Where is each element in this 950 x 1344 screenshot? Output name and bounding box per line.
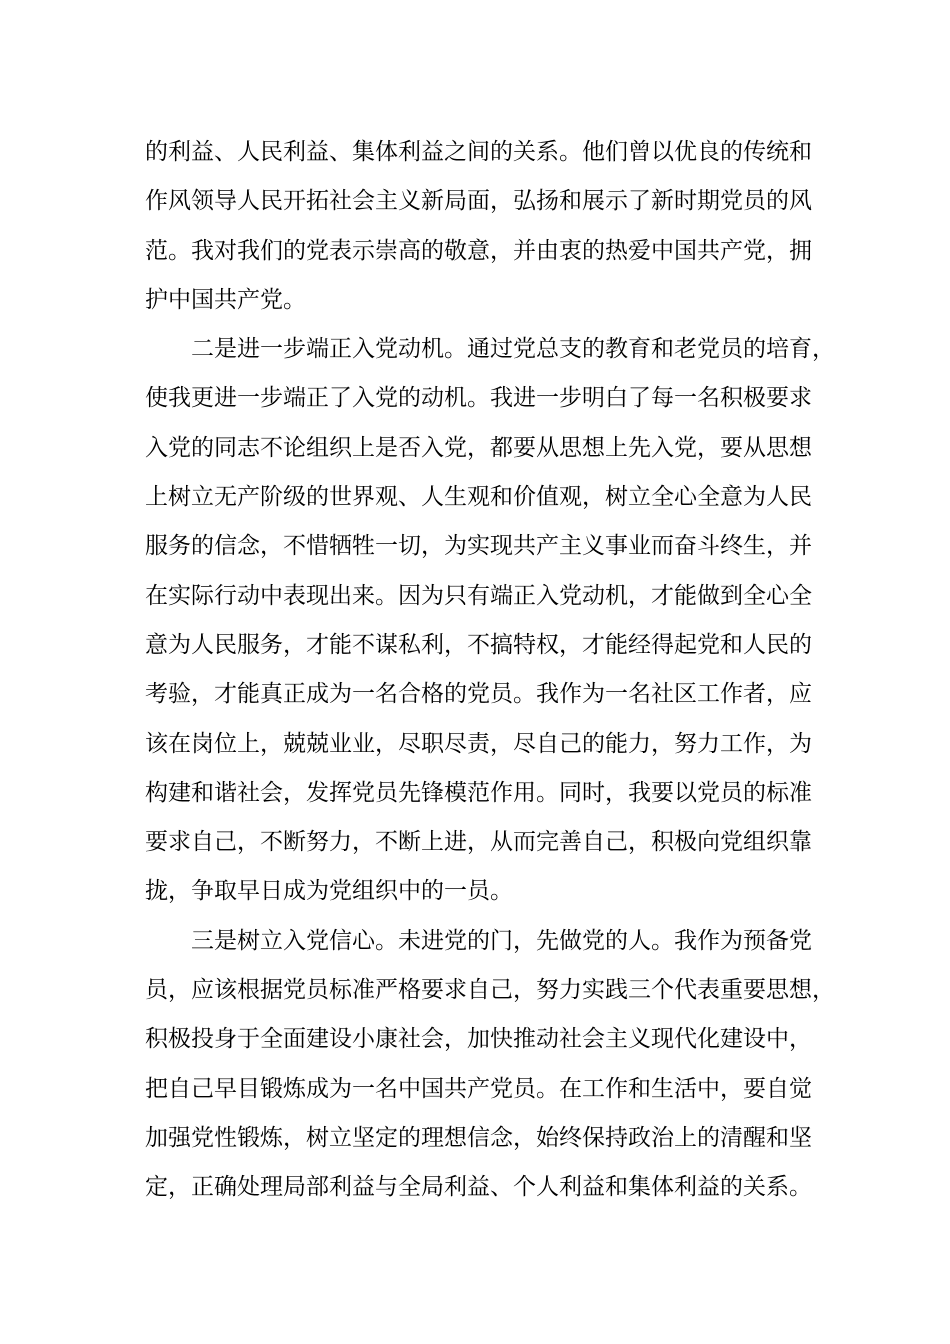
paragraph-first-line: 三是树立入党信心。未进党的门，先做党的人。我作为预备党 — [191, 927, 812, 954]
text-line: 意为人民服务，才能不谋私利，不搞特权，才能经得起党和人民的 — [145, 631, 812, 658]
text-line: 该在岗位上，兢兢业业，尽职尽责，尽自己的能力，努力工作，为 — [145, 730, 812, 757]
text-line: 定，正确处理局部利益与全局利益、个人利益和集体利益的关系。 — [145, 1174, 812, 1201]
text-line: 入党的同志不论组织上是否入党，都要从思想上先入党，要从思想 — [145, 434, 812, 461]
text-line: 拢，争取早日成为党组织中的一员。 — [145, 878, 513, 905]
text-line: 上树立无产阶级的世界观、人生观和价值观，树立全心全意为人民 — [145, 484, 812, 511]
text-line: 使我更进一步端正了入党的动机。我进一步明白了每一名积极要求 — [145, 385, 812, 412]
text-line: 在实际行动中表现出来。因为只有端正入党动机，才能做到全心全 — [145, 582, 812, 609]
text-line: 范。我对我们的党表示崇高的敬意，并由衷的热爱中国共产党，拥 — [145, 237, 812, 264]
text-line: 的利益、人民利益、集体利益之间的关系。他们曾以优良的传统和 — [145, 139, 812, 165]
text-line: 护中国共产党。 — [145, 286, 306, 313]
text-line: 要求自己，不断努力，不断上进，从而完善自己，积极向党组织靠 — [145, 829, 812, 856]
text-line: 加强党性锻炼，树立坚定的理想信念，始终保持政治上的清醒和坚 — [145, 1124, 812, 1151]
paragraph-first-line: 二是进一步端正入党动机。通过党总支的教育和老党员的培育， — [191, 336, 835, 363]
text-line: 员，应该根据党员标准严格要求自己，努力实践三个代表重要思想， — [145, 977, 835, 1004]
text-line: 构建和谐社会，发挥党员先锋模范作用。同时，我要以党员的标准 — [145, 779, 812, 806]
text-line: 服务的信念，不惜牺牲一切，为实现共产主义事业而奋斗终生，并 — [145, 533, 812, 560]
document-body-text — [145, 128, 835, 1213]
text-line: 积极投身于全面建设小康社会，加快推动社会主义现代化建设中， — [145, 1026, 812, 1053]
text-line: 考验，才能真正成为一名合格的党员。我作为一名社区工作者，应 — [145, 681, 812, 708]
text-line: 把自己早目锻炼成为一名中国共产党员。在工作和生活中，要自觉 — [145, 1075, 812, 1102]
text-line: 作风领导人民开拓社会主义新局面，弘扬和展示了新时期党员的风 — [145, 188, 812, 215]
